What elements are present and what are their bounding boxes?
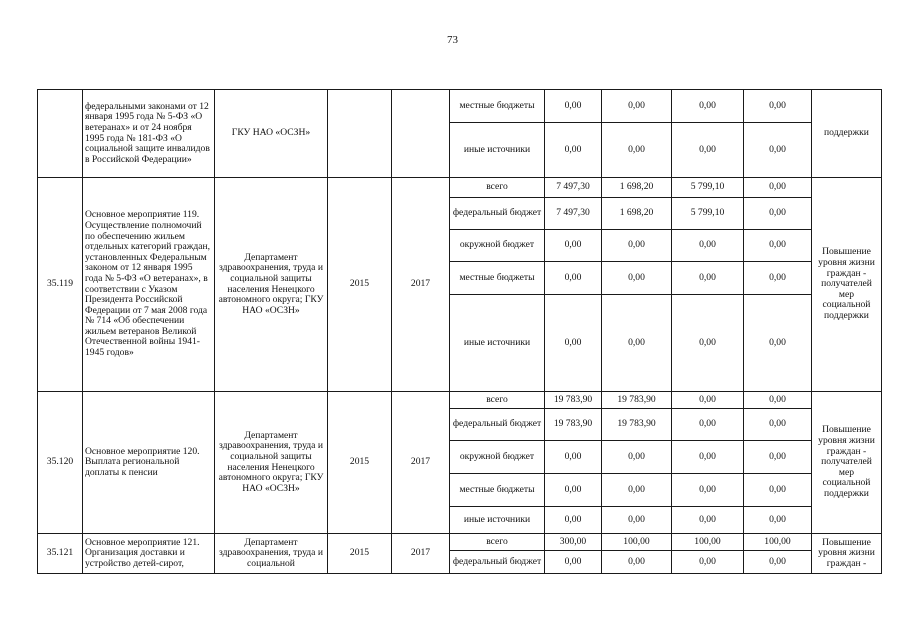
amount-total: 0,00 [545,295,602,392]
table-row [38,392,882,409]
amount-2015: 100,00 [602,534,672,551]
amount-2016: 100,00 [672,534,744,551]
amount-2016: 5 799,10 [672,178,744,198]
amount-2017: 0,00 [744,123,812,178]
year-end [392,90,450,178]
amount-total: 0,00 [545,230,602,262]
funding-source: федеральный бюджет [450,409,545,441]
funding-source: иные источники [450,295,545,392]
year-start: 2015 [328,392,392,534]
executor: ГКУ НАО «ОСЗН» [215,90,328,178]
amount-2016: 0,00 [672,230,744,262]
expected-result: Повышение уровня жизни граждан - получателей мер социальной поддержки [812,178,882,392]
amount-total: 0,00 [545,441,602,474]
amount-2016: 0,00 [672,441,744,474]
year-end: 2017 [392,534,450,574]
page-number: 73 [447,34,458,46]
amount-2017: 0,00 [744,551,812,574]
table-row [38,534,882,551]
amount-2015: 0,00 [602,507,672,534]
amount-2016: 0,00 [672,409,744,441]
amount-2017: 0,00 [744,178,812,198]
row-number: 35.119 [38,178,83,392]
amount-2017: 0,00 [744,90,812,123]
funding-source: иные источники [450,507,545,534]
funding-source: местные бюджеты [450,262,545,295]
executor: Департамент здравоохранения, труда и социальной защиты населения Ненецкого автономного округа; ГКУ НАО «ОСЗН» [215,178,328,392]
amount-2017: 100,00 [744,534,812,551]
amount-total: 7 497,30 [545,198,602,230]
amount-2015: 19 783,90 [602,409,672,441]
activity-description: Основное мероприятие 120. Выплата региональной доплаты к пенсии [83,392,215,534]
table-row [38,178,882,198]
amount-2015: 0,00 [602,230,672,262]
amount-2017: 0,00 [744,295,812,392]
amount-2015: 1 698,20 [602,178,672,198]
amount-total: 300,00 [545,534,602,551]
amount-2017: 0,00 [744,409,812,441]
amount-2015: 0,00 [602,262,672,295]
amount-2017: 0,00 [744,262,812,295]
row-number [38,90,83,178]
funding-source: местные бюджеты [450,474,545,507]
funding-source: всего [450,534,545,551]
funding-source: федеральный бюджет [450,198,545,230]
amount-total: 0,00 [545,262,602,295]
activity-description: Основное мероприятие 119. Осуществление полномочий по обеспечению жильем отдельных категорий граждан, установленных Федеральным законом от 12 января 1995 года № 5-ФЗ «О ветеранах», в соответствии с Указом Президента Российской Федерации от 7 мая 2008 года № 714 «Об обеспечении жильем ветеранов Великой Отечественной войны 1941-1945 годов» [83,178,215,392]
amount-2016: 0,00 [672,123,744,178]
amount-total: 0,00 [545,123,602,178]
funding-source: федеральный бюджет [450,551,545,574]
year-end: 2017 [392,178,450,392]
amount-2017: 0,00 [744,392,812,409]
row-number: 35.120 [38,392,83,534]
funding-source: всего [450,178,545,198]
amount-total: 0,00 [545,507,602,534]
amount-2015: 0,00 [602,123,672,178]
funding-source: окружной бюджет [450,441,545,474]
amount-2017: 0,00 [744,507,812,534]
amount-2017: 0,00 [744,441,812,474]
amount-2015: 19 783,90 [602,392,672,409]
amount-2017: 0,00 [744,474,812,507]
program-activities-table [37,89,882,574]
amount-2015: 0,00 [602,551,672,574]
executor: Департамент здравоохранения, труда и социальной защиты населения Ненецкого автономного округа; ГКУ НАО «ОСЗН» [215,392,328,534]
expected-result: Повышение уровня жизни граждан - [812,534,882,574]
amount-2015: 0,00 [602,90,672,123]
funding-source: окружной бюджет [450,230,545,262]
table-row [38,90,882,123]
amount-2016: 0,00 [672,90,744,123]
amount-total: 0,00 [545,551,602,574]
amount-2017: 0,00 [744,230,812,262]
amount-2015: 0,00 [602,441,672,474]
funding-source: всего [450,392,545,409]
row-number: 35.121 [38,534,83,574]
expected-result: Повышение уровня жизни граждан - получателей мер социальной поддержки [812,392,882,534]
amount-2016: 0,00 [672,295,744,392]
amount-2016: 0,00 [672,392,744,409]
amount-total: 19 783,90 [545,409,602,441]
year-start [328,90,392,178]
year-start: 2015 [328,534,392,574]
amount-total: 0,00 [545,474,602,507]
amount-total: 0,00 [545,90,602,123]
amount-2016: 0,00 [672,262,744,295]
amount-total: 7 497,30 [545,178,602,198]
amount-2015: 1 698,20 [602,198,672,230]
year-start: 2015 [328,178,392,392]
expected-result: поддержки [812,90,882,178]
activity-description: федеральными законами от 12 января 1995 года № 5-ФЗ «О ветеранах» и от 24 ноября 1995 года № 181-ФЗ «О социальной защите инвалидов в Российской Федерации» [83,90,215,178]
activity-description: Основное мероприятие 121. Организация доставки и устройство детей-сирот, [83,534,215,574]
funding-source: местные бюджеты [450,90,545,123]
amount-2015: 0,00 [602,474,672,507]
year-end: 2017 [392,392,450,534]
amount-2016: 5 799,10 [672,198,744,230]
executor: Департамент здравоохранения, труда и социальной [215,534,328,574]
amount-total: 19 783,90 [545,392,602,409]
amount-2016: 0,00 [672,551,744,574]
funding-source: иные источники [450,123,545,178]
amount-2016: 0,00 [672,474,744,507]
amount-2016: 0,00 [672,507,744,534]
amount-2015: 0,00 [602,295,672,392]
amount-2017: 0,00 [744,198,812,230]
